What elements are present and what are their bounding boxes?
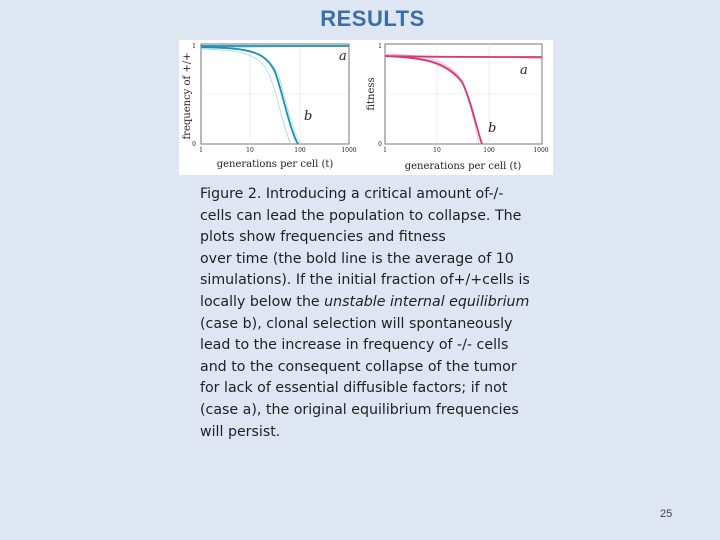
figure-caption [200, 184, 545, 443]
slide-title: RESULTS [320, 6, 425, 31]
panel-frequency-xtick-1: 1 [199, 147, 203, 154]
caption-emphasis: unstable internal equilibrium [324, 293, 530, 310]
figure-plots [179, 40, 553, 175]
panel-frequency-label-a: a [339, 49, 347, 64]
caption-line: cells can lead the population to collapse. The [200, 207, 522, 224]
caption-line [200, 292, 545, 314]
panel-frequency [182, 43, 357, 170]
caption-line: Figure 2. Introducing a critical amount of-/- [200, 186, 504, 202]
caption-line: will persist. [200, 423, 281, 440]
panel-fitness-xtick-1: 1 [383, 147, 387, 154]
caption-line: and to the consequent collapse of the tumor [200, 358, 517, 375]
panel-fitness [366, 43, 549, 172]
panel-frequency-xtick-4: 1000 [341, 147, 357, 154]
caption-line: (case b), clonal selection will spontaneously [200, 315, 513, 332]
caption-line: plots show frequencies and fitness [200, 229, 446, 246]
panel-frequency-ytick-bottom: 0 [192, 141, 196, 148]
panel-fitness-ytick-bottom: 0 [378, 141, 382, 148]
panel-fitness-curve-a [385, 56, 542, 57]
panel-fitness-xtick-4: 1000 [533, 147, 549, 154]
caption-line: for lack of essential diffusible factors; if not [200, 380, 508, 397]
results-figure [179, 40, 553, 175]
panel-frequency-label-b: b [304, 109, 313, 124]
panel-frequency-ytick-top: 1 [192, 43, 196, 50]
panel-fitness-label-a: a [520, 63, 528, 78]
panel-fitness-ylabel: fitness [366, 77, 377, 111]
panel-fitness-xlabel: generations per cell (t) [404, 161, 522, 172]
caption-line: over time (the bold line is the average of 10 [200, 250, 514, 267]
panel-fitness-ytick-top: 1 [378, 43, 382, 50]
caption-line: lead to the increase in frequency of -/- cells [200, 337, 509, 354]
panel-fitness-label-b: b [488, 121, 497, 136]
caption-line: (case a), the original equilibrium frequencies [200, 401, 519, 418]
panel-frequency-ylabel: frequency of +/+ [182, 52, 193, 140]
panel-frequency-xtick-3: 100 [294, 147, 306, 154]
panel-fitness-xtick-3: 100 [483, 147, 495, 154]
slide-number: 25 [660, 508, 673, 520]
panel-frequency-xlabel: generations per cell (t) [216, 159, 334, 170]
caption-line-text: locally below the [200, 293, 325, 310]
panel-frequency-xtick-2: 10 [246, 147, 254, 154]
panel-fitness-xtick-2: 10 [433, 147, 441, 154]
caption-line: simulations). If the initial fraction of+/+cells is [200, 272, 530, 289]
